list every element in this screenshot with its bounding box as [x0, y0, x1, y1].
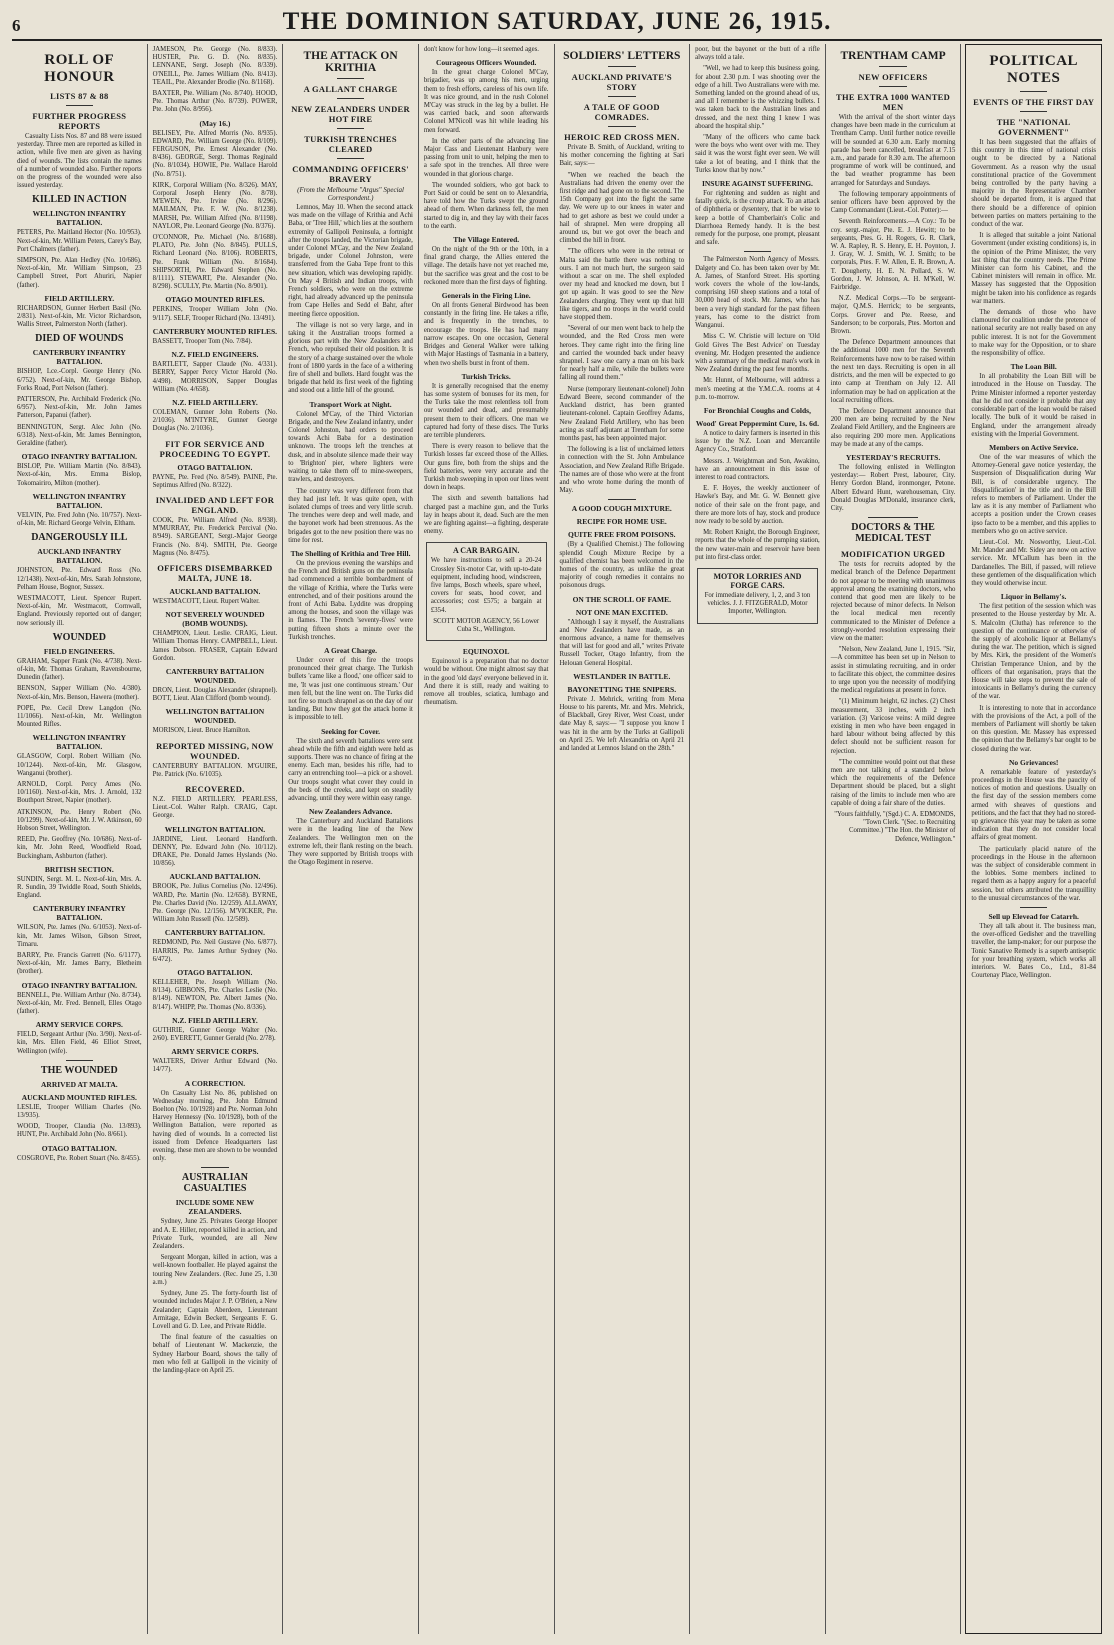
article-paragraph: It is alleged that suitable a joint National Government (under existing conditions) is, in the opinion of the Prime Minister, the very last thing that the country needs. The Prime Minister can form his Cabinet, and the Cabinet ministers will remain in office. Mr. Massey has suggested that the Opposition might be taken into his confidence as regards war matters. [971, 232, 1096, 305]
unit-heading: FIELD ENGINEERS. [43, 646, 115, 656]
unit-heading: WELLINGTON BATTALION WOUNDED. [165, 707, 265, 726]
article-paragraph: Messrs. J. Weightman and Son, Awakino, have an announcement in this issue of interest to road contractors. [695, 457, 820, 481]
ad-title: A CAR BARGAIN. [452, 546, 520, 556]
unit-heading: OTAGO MOUNTED RIFLES. [165, 295, 265, 305]
unit-heading: CANTERBURY INFANTRY BATTALION. [32, 348, 126, 367]
casualty-entry: BROOK, Pte. Julius Cornelius (No. 12/496). WARD, Pte. Martin (No. 12/658). BYRNE, Pte. Charles David (No. 12/259). ALLAWAY, Pte. George (No. 12/156). M'VICKER, Pte. William John Russell (No. 12/589). [152, 883, 278, 924]
unit-heading: N.Z. FIELD ENGINEERS. [171, 350, 259, 360]
casualty-entry: COOK, Pte. William Alfred (No. 8/938). M'MURRAY, Pte. Frederick Percival (No. 8/949). SARGEANT, Sergt.-Major George Francis (No. 8/4). SMITH, Pte. George Magnus (No. 8/475). [152, 516, 278, 557]
headline-political-notes: POLITICAL NOTES [989, 53, 1079, 86]
unit-heading: AUCKLAND BATTALION. [169, 586, 261, 596]
ad-text: Equinoxol is a preparation that no doctor would be without. One might almost say that in the good 'old days' everyone believed in it. And there it is still, ready and waiting to remove all troubles, sciatica, lumbago and rheumatism. [423, 658, 549, 707]
ad-title: INSURE AGAINST SUFFERING. [701, 179, 813, 189]
article-paragraph: In all probability the Loan Bill will be introduced in the House on Tuesday. The Prime Minister informed a reporter yesterday that he did not consider it probable that any considerable part of the loan would be raised locally. The bulk of it would be raised in England, under the arrangement already existing with the Imperial Government. [971, 373, 1096, 438]
subheadline: A GALLANT CHARGE [303, 84, 398, 94]
article-paragraph: E. F. Hoyes, the weekly auctioneer of Hawke's Bay, and Mr. G. W. Bennett give notice of their sale on the front page, and there are more lots of hay, stock and produce now ready to be sold by auction. [695, 485, 820, 525]
article-paragraph: "The officers who were in the retreat or Malta said the battle there was nothing to ours. I am not much hurt, the surgeon said without a scar on me. The shell exploded over my head and knocked me down, but I got up again. It was good to see the New Zealanders charging. They went up that hill like tigers, and no troops in the world could have stopped them. [559, 248, 685, 322]
article-paragraph: Sydney, June 25. The forty-fourth list of wounded includes Major J. P. O'Brien, a New Zealander; Captain Aberdeen, Lieutenant Armitage, Edwin Beckett, Sergeants F. G. Lovell and G. D. Lee, and Private Riddle. [152, 1290, 278, 1330]
casualty-entry: GRAHAM, Sapper Frank (No. 4/738). Next-of-kin, Mr. Thomas Graham, Ravensbourne, Dunedin (father). [17, 657, 142, 682]
unit-heading: NOT SEVERELY WOUNDED (BOMB WOUNDS). [165, 610, 265, 629]
subheading-lists: LISTS 87 & 88 [50, 91, 109, 101]
column-soldiers-letters [555, 44, 691, 1634]
casualty-entry: GUTHRIE, Gunner George Walter (No. 2/60). EVERETT, Gunner Gerald (No. 2/78). [152, 1026, 278, 1043]
article-paragraph: The sixth and seventh battalions had charged past a machine gun, and the Turks lay in heaps about it, dead. Such are the men we are fighting against—a fighting, desperate enemy. [423, 495, 549, 536]
article-paragraph: The sixth and seventh battalions were sent ahead while the fifth and eighth were held as supports. There was no chance of firing at the enemy. Each man, besides his rifle, had to carry an entrenching tool—a pick or a shovel. Our troops sought what cover they could in the beds of the creeks, and kept on steadily advancing, until they were within easy range. [288, 737, 413, 802]
unit-heading: AUCKLAND BATTALION. [169, 872, 261, 882]
subheadline: NEW ZEALANDERS UNDER HOT FIRE [291, 104, 410, 124]
ad-text: (By a Qualified Chemist.) The following splendid Cough Mixture Recipe by a qualified chemist has been welcomed in the homes of the country, as unlike the great majority of cough remedies it contains no poisonous drugs. [559, 541, 685, 590]
section-subhead: Transport Work at Night. [309, 399, 392, 409]
unit-heading: OTAGO BATTALION. [41, 1143, 117, 1153]
article-paragraph: The Canterbury and Auckland Battalions were in the leading line of the New Zealanders. The Wellington men on the extreme left, their flank resting on the beach. They were supported by British troops with the Otago Regiment in reserve. [288, 818, 413, 867]
unit-heading: OTAGO INFANTRY BATTALION. [21, 452, 137, 462]
article-paragraph: It has been suggested that the affairs of this country in this time of national crisis ought to be directed by a National Government. As a reason why the usual constitutional practice of the Government being controlled by the party having a majority in the Representative Chamber should be departed from, it is argued that there should be a difference of opinion between parties on matters pertaining to the conduct of the war. [971, 139, 1096, 229]
casualty-entry: CANTERBURY BATTALION. M'GUIRE, Pte. Patrick (No. 6/1035). [152, 762, 278, 778]
section-subhead: Generals in the Firing Line. [441, 291, 531, 301]
article-paragraph: "Several of our men went back to help the wounded, and the Red Cross men were heroes. They came right into the firing line and carried the wounded back under heavy shrapnel. I saw one carry a man on his back for nearly half a mile, while the bullets were falling all round them." [559, 325, 685, 382]
section-subhead: The Shelling of Krithia and Tree Hill. [290, 548, 411, 558]
article-paragraph: Nurse (temporary lieutenant-colonel) John Edward Beere, second commander of the Auckland district, has been granted lieutenant-colonel. Captain Geoffrey Adams, New Zealand Field Artillery, who has been acting as staff adjutant at Trentham for some months past, has been appointed major. [559, 385, 685, 442]
casualty-entry: BISLOP, Pte. William Martin (No. 8/843). Next-of-kin, Mrs. Emma Bislop, Tokomairiro, Milton (mother). [17, 463, 142, 487]
article-paragraph: On Casualty List No. 86, published on Wednesday morning, Pte. John Edmund Boelton (No. 10/1928) and Pte. Norman John Harvey Hennessy (No. 10/1928), both of the Wellington Battalion, were reported as having died of wounds. In a corrected list issued from Defence Headquarters last evening, these men are shown to be wounded only. [152, 1089, 278, 1163]
article-paragraph: Private J. Mehrick, writing from Mena House to his parents, Mr. and Mrs. Mehrick, of Blackball, Grey River, West Coast, under date May 8, says:— "I suppose you know I was hit in the arm by the Turks at Gallipoli on April 25. We left Alexandria on April 21 and landed at Lemnos Island on the 28th." [559, 695, 685, 752]
article-paragraph: Under cover of this fire the troops pronounced their great charge. The Turkish bullets 'came like a flood,' one officer said to me, 'It was just one continuous stream.' Our men fell, but the line went on. The Turks did not fire so much shrapnel as on the day of our landing. But how they got the attack home it is impossible to tell. [288, 656, 413, 722]
headline-soldiers-letters: SOLDIERS' LETTERS [563, 50, 681, 62]
section-subhead: Seeking for Cover. [321, 726, 381, 736]
article-paragraph: N.Z. Medical Corps.—To be sergeant-major, Q.M.S. Herrick; to be sergeants, Corps. Grover and Pte. Reese, and Sanderson; to be corporals, Ptes. Morton and Brown. [830, 295, 956, 336]
article-paragraph: don't know for how long—it seemed ages. [423, 46, 539, 53]
casualty-entry: JOHNSTON, Pte. Edward Ross (No. 12/1438). Next-of-kin, Mrs. Sarah Johnstone, Pelham House, Bognor, Sussex. [17, 567, 142, 591]
section-killed-in-action: KILLED IN ACTION [32, 194, 127, 206]
ad-text: We have instructions to sell a 20-24 Crossley Six-motor Car, with up-to-date equipment, including hood, windscreen, five lamps, Bosch wheels, spare wheel, covers for seats, hood cover, and accessories; cost £575; a bargain at £354. [430, 557, 542, 614]
section-subhead: ON THE SCROLL OF FAME. [572, 594, 672, 604]
article-paragraph: The Defence Department announce that 200 men are being recruited by the New Zealand Field Artillery, and the Engineers are also requiring 200 more men. Applications may be made at any of the camps. [830, 407, 956, 448]
subheadline: INCLUDE SOME NEW ZEALANDERS. [175, 1198, 255, 1217]
article-paragraph: Sydney, June 25. Privates George Hooper and A. E. Hiller, reported killed in action, and Private Turk, wounded, are all New Zealanders. [152, 1218, 278, 1251]
article-paragraph: The country was very different from that they had just left. It was quite open, with isolated clumps of trees and very little scrub. The trenches were deep and well made, and the bayonet work had been strenuous. As the brigades got to the new position there was no time for rest. [288, 487, 413, 544]
section-subhead: Liquor in Bellamy's. [1000, 592, 1067, 602]
article-paragraph: The following temporary appointments of senior officers have been approved by the Camp Commandant (Lieut.-Col. Potter):— [830, 190, 956, 215]
article-paragraph: The Palmerston North Agency of Messrs. Dalgety and Co. has been taken over by Mr. A. James, of Stanford Street. His sporting work covers the whole of the low-lands, comprising 160 sheep stations and a total of 30,000 head of stock. Mr. James, who has been a very high standard for the past fifteen years, has come to the district from Wanganui. [695, 256, 820, 330]
section-dangerously-ill: DANGEROUSLY ILL [31, 532, 128, 544]
article-paragraph: The first petition of the session which was presented to the House yesterday by Mr. A. S. Malcolm (Clutha) has reference to the question of the continuance or otherwise of the supply of alcoholic liquor at Bellamy's during the war. The petition, which is signed by Mrs. Kirk, the president of the Women's Christian Temperance Union, and by the officers of that organisation, prays that the House will take steps to prevent the sale of intoxicants in Bellamy's during the currency of the war. [971, 603, 1096, 701]
unit-heading: N.Z. FIELD ARTILLERY. [172, 397, 258, 407]
subheadline: AUCKLAND PRIVATE'S STORY [571, 72, 672, 92]
subheadline: HEROIC RED CROSS MEN. [564, 132, 680, 142]
column-letters-continued [690, 44, 826, 1634]
subheadline: MODIFICATION URGED [840, 549, 946, 560]
subheadline: EVENTS OF THE FIRST DAY [973, 97, 1095, 107]
section-subhead: WESTLANDER IN BATTLE. [573, 671, 671, 681]
casualty-entry: ARNOLD, Corpl. Percy Ames (No. 10/1160). Next-of-kin, Mrs. J. Arnold, 132 Bouthport Street, Napier (mother). [17, 780, 142, 805]
unit-heading: N.Z. FIELD ARTILLERY. [172, 1015, 258, 1025]
casualty-entry: COLEMAN, Gunner John Roberts (No. 2/1036). M'INTYRE, Gunner George Douglas (No. 2/1036). [152, 408, 278, 433]
casualty-entry: REDMOND, Pte. Neil Gustave (No. 6/877). HARRIS, Pte. James Arthur Sydney (No. 6/472). [152, 939, 278, 963]
subheadline: COMMANDING OFFICERS' BRAVERY [292, 164, 409, 184]
casualty-entry: SUNDIN, Sergt. M. L. Next-of-kin, Mrs. A. R. Sundin, 39 Twiddle Road, South Shields, England. [17, 875, 142, 900]
article-paragraph: On the previous evening the warships and the French and British guns on the peninsula had commenced a terrible bombardment of the village of Krithia, where the Turks were entrenched, and of their positions around the front of Achi Baba. Lyddite was dropping among the houses, and soon the village was in flames. The French 'seventy-fives' were putting fifteen shots a minute over the Turkish trenches. [288, 559, 413, 641]
unit-heading: ARRIVED AT MALTA. [41, 1079, 118, 1089]
section-correction: A CORRECTION. [184, 1078, 246, 1088]
unit-heading: WELLINGTON INFANTRY BATTALION. [32, 491, 127, 510]
article-paragraph: The tests for recruits adopted by the medical branch of the Defence Department do not appear to be meeting with unanimous approval among the examining doctors, who contend that good men are likely to be rejected because of minor defects. In Nelson the local medical men recently communicated to the Minister of Defence a strongly-worded resolution expressing their view on the matter: [830, 561, 956, 642]
section-officers-malta: OFFICERS DISEMBARKED MALTA, JUNE 18. [157, 562, 273, 583]
unit-heading: WELLINGTON INFANTRY BATTALION. [32, 733, 127, 752]
unit-heading: OTAGO INFANTRY BATTALION. [21, 980, 137, 990]
article-paragraph: Sergeant Morgan, killed in action, was a well-known footballer. He played against the touring New Zealanders. (Rec. June 25, 1.30 a.m.) [152, 1254, 278, 1286]
article-paragraph: Mr. Robert Knight, the Borough Engineer, reports that the whole of the pumping station, the new water-main and reservoir have been put into first-class order. [695, 529, 820, 561]
ad-text: For rightening and sudden as night and fatally quick, is the croup attack. To an attack of diphtheria or dysentery, that it be wise to keep a bottle of Chamberlain's Colic and Diarrhoea Remedy handy. It is the best remedy for the purpose, one prompt, pleasant and safe. [695, 190, 820, 247]
unit-heading: WELLINGTON BATTALION. [164, 824, 266, 834]
column-roll-of-honour [12, 44, 148, 1634]
section-further-progress: FURTHER PROGRESS REPORTS [32, 111, 127, 131]
casualty-entry: BAXTER, Pte. William (No. 8/740). HOOD, Pte. Thomas Arthur (No. 8/739). POWER, Pte. John (No. 8/956). [152, 90, 278, 114]
casualty-entry: WALTERS, Driver Arthur Edward (No. 14/77). [152, 1058, 278, 1074]
casualty-entry: GLASGOW, Corpl. Robert William (No. 10/1244). Next-of-kin, Mr. Glasgow, Wanganui (brother). [17, 753, 142, 777]
casualty-entry: KIRK, Corporal William (No. 8/326). MAY, Corporal Joseph Henry (No. 8/78). M'EWEN, Pte. Irvine (No. 8/296). MAILMAN, Pte. F. W. (No. 8/1238). MARSH, Pte. William Alfred (No. 8/1198). NAYLOR, Pte. Leonard George (No. 8/376). [152, 181, 278, 230]
article-paragraph: In the other parts of the advancing line Major Cass and Lieutenant Hanbury were passing from unit to unit, helping the men to a safe spot in the trenches. All three were wounded in that glorious charge. [423, 137, 549, 178]
casualty-entry: WILSON, Pte. James (No. 6/1053). Next-of-kin, Mr. James Wilson, Gibson Street, Timaru. [17, 924, 142, 948]
article-paragraph: It is interesting to note that in accordance with the provisions of the Act, a poll of the members of Parliament will shortly be taken on this question. Mr. Massey has expressed the opinion that the Bellamy's bar ought to be closed during the war. [971, 704, 1096, 753]
ad-subtitle: Wood' Great Peppermint Cure, 1s. 6d. [695, 418, 819, 428]
casualty-entry: JAMESON, Pte. George (No. 8/833). HUSTER, Pte. G. D. (No. 8/835). LENNANE, Sergt. Joseph (No. 8/339). O'NEILL, Pte. James William (No. 8/413). TEAIL, Pte. Alexander Brodie (No. 8/1168). [152, 46, 278, 86]
article-paragraph: Lemnos, May 10. When the second attack was made on the village of Krithia and Achi Baba, or 'Tree Hill,' which lies at the southern extremity of Gallipoli Peninsula, a fortnight after the troops landed, the Victorian brigade, under Colonel M'Cay, and the New Zealand brigade, under Colonel Johnston, were transferred from the Gaba Tepe front to this new situation, which was developing rapidly. On May 4 British and Indian troops, with French soldiers, who were on the extreme right, had already advanced up the peninsula from Cape Helles and Sedd el Bahr, after meeting fierce opposition. [288, 204, 413, 318]
casualty-entry: BENNELL, Pte. William Arthur (No. 8/734). Next-of-kin, Mr. Fred. Bennell, Elles Otago (father). [17, 991, 142, 1016]
casualty-entry: BASSETT, Trooper Tom (No. 7/84). [152, 337, 253, 345]
column-attack-on-krithia [283, 44, 419, 1634]
masthead [12, 10, 1102, 41]
headline-trentham-camp: TRENTHAM CAMP [840, 50, 946, 62]
article-paragraph: "(1) Minimum height, 62 inches. (2) Chest measurement, 33 inches, with 2 inch variation. (3) Varicose veins: A mild degree existing in men who have been engaged in hard labour without being affected by this defect should not be sufficient reason for rejection. [830, 698, 956, 755]
section-fit-for-service: FIT FOR SERVICE AND PROCEEDING TO EGYPT. [159, 438, 271, 459]
casualty-entry: MORISON, Lieut. Bruce Hamilton. [152, 727, 251, 735]
headline-australian-casualties: AUSTRALIAN CASUALTIES [181, 1172, 248, 1195]
article-paragraph: It is generally recognised that the enemy has some system of bonuses for its men, for the Turks take the most relentless toll from our wounded and dead, and presumably present them to their officers. One man we captured had forty of these discs. The Turks are terrible plunderers. [423, 382, 549, 439]
article-intro: Casualty Lists Nos. 87 and 88 were issued yesterday. Three men are reported as killed in action, while five men are given as having died of wounds. The lists contain the names of a number of wounded also. Further reports on the progress of the wounded were also issued yesterday. [17, 133, 142, 190]
casualty-entry: POPE, Pte. Cecil Drew Langdon (No. 11/1066). Next-of-kin, Mr. Wellington Mounted Rifles. [17, 704, 142, 729]
unit-heading: OTAGO BATTALION. [177, 968, 253, 978]
ad-title: Sell up Elevead for Catarrh. [988, 912, 1079, 922]
article-paragraph: poor, but the bayonet or the butt of a rifle always told a tale. [695, 46, 820, 62]
article-paragraph: The Defence Department announces that the additional 1000 men for the Seventh Reinforcements have now to be raised within the next ten days. Recruiting is open in all districts, and the men will be expected to go into camp at Trentham on July 12. All information may be had on application at the local recruiting offices. [830, 339, 956, 404]
casualty-entry: BARTLETT, Sapper Claude (No. 4/331). BERRY, Sapper Percy Victor Harold (No. 4/498). MORRISON, Sapper Douglas William (No. 4/658). [152, 361, 278, 393]
section-subhead: No Grievances! [1009, 757, 1059, 767]
article-paragraph: With the arrival of the short winter days changes have been made in the curriculum at Trentham Camp. Until further notice reveille will be sounded at 6.30 a.m. Early morning parade has been cancelled, breakfast at 7.15 a.m., and parade for 8.30 a.m. The afternoon programme of work will be continued, and the bad weather programme has been arranged for Saturdays and Sundays. [830, 114, 956, 187]
section-died-of-wounds: DIED OF WOUNDS [35, 333, 124, 345]
casualty-entry: PATTERSON, Pte. Archibald Frederick (No. 6/957). Next-of-kin, Mr. John James Patterson, Papanui (father). [17, 396, 142, 420]
columns [12, 44, 1102, 1634]
article-paragraph: On the night of the 9th or the 10th, in a final grand charge, the Allies entered the village. The details have not yet reached me, but the sacrifice was great and the cost to be reckoned more than the first days of fighting. [423, 246, 549, 286]
section-reported-missing: REPORTED MISSING, NOW WOUNDED. [156, 740, 274, 761]
ad-text: SCOTT MOTOR AGENCY, 56 Lower Cuba St., Wellington. [433, 617, 540, 633]
ad-text: For immediate delivery, 1, 2, and 3 ton vehicles. J. J. FITZGERALD, Motor Importer, Wellington. [704, 591, 811, 616]
advertisement-motor-lorries [697, 568, 818, 624]
ad-title: MOTOR LORRIES AND FORGE CARS. [713, 571, 802, 590]
unit-heading: OTAGO BATTALION. [177, 462, 253, 472]
casualty-entry: BELISEY, Pte. Alfred Morris (No. 8/935). EDWARD, Pte. William George (No. 8/109). FERGUSON, Pte. Ernest Alexander (No. 8/436). GEORGE, Sergt. Thomas Reginald (No. 8/1034). HOWIE, Pte. Wallace Harold (No. 8/751). [152, 129, 278, 178]
headline-attack-on-krithia: THE ATTACK ON KRITHIA [303, 50, 398, 74]
section-subhead: Courageous Officers Wounded. [435, 58, 537, 68]
article-paragraph: One of the war measures of which the Attorney-General gave notice yesterday, the Suspension of Disqualification during War Bill, is of considerable urgency. The 'disqualification' in the title and in the Bill refers to members of Parliament. Under the law as it is any member of Parliament who accepts a position under the Crown ceases ipso facto to be a member, and this applies to members who go on active service. [971, 453, 1096, 535]
unit-heading: ARMY SERVICE CORPS. [35, 1020, 123, 1030]
unit-heading: CANTERBURY MOUNTED RIFLES. [152, 326, 278, 336]
ad-text: They all talk about it. The business man, the over-officed Gedisher and the travelling traveller, the lamp-maker; for our purpose the Tonic Sanative Remedy is a superb antiseptic for your breathing system, which works all interiors. W. Bates Co., Ltd., 81-84 Courtenay Place, Wellington. [971, 923, 1096, 980]
section-subhead: NOT ONE MAN EXCITED. [575, 607, 668, 617]
headline-roll-of-honour: ROLL OF HONOUR [44, 52, 115, 85]
article-paragraph: "Although I say it myself, the Australians and New Zealanders have made, as an enormous advance, a name for themselves that will last for good and all," writes Private Russell Tocker, Otago Infantry, from the Helouan General Hospital. [559, 618, 685, 667]
article-paragraph: Colonel M'Cay, of the Third Victorian Brigade, and the New Zealand infantry, under Colonel Johnston, had orders to proceed towards Achi Baba for a destination unknown. The troops left the trenches at dusk, and in absolute silence made their way to 'Brighton' pier, where lighters were waiting to take them off to mine-sweepers, trawlers, and destroyers. [288, 410, 413, 484]
casualty-entry: WOOD, Trooper, Claudia (No. 13/893). HUNT, Pte. Archibald John (No. 8/661). [17, 1123, 142, 1139]
unit-heading: FIELD ARTILLERY. [44, 293, 115, 303]
casualty-entry: JARDINE, Lieut. Leonard Handforth. DENNY, Pte. Edward John (No. 10/112). DRAKE, Pte. Donald James Hyslands (No. 10/856). [152, 835, 278, 868]
column-casualty-lists [148, 44, 284, 1634]
unit-heading: CANTERBURY INFANTRY BATTALION. [32, 904, 126, 923]
unit-heading: AUCKLAND MOUNTED RIFLES. [21, 1092, 137, 1102]
byline: (From the Melbourne "Argus" Special Correspondent.) [297, 186, 404, 202]
column-trentham-camp [826, 44, 962, 1634]
casualty-entry: VELVIN, Pte. Fred John (No. 10/757). Next-of-kin, Mr. Richard George Velvin, Eltham. [17, 511, 142, 528]
article-paragraph: On all fronts General Birdwood has been constantly in the firing line. He takes a rifle, and is frequently in the trenches, to encourage the troops. He has had many narrow escapes. On one occasion, General Bridges and General Walker were talking with Major Hastings of Tasmania in a battery, when two shells burst in front of them. [423, 302, 549, 367]
casualty-entry: RICHARDSON, Gunner Herbert Basil (No. 2/831). Next-of-kin, Mr. Victor Richardson, Wallis Street, Palmerston North (father). [17, 304, 142, 329]
casualty-entry: BISHOP, Lce.-Corpl. George Henry (No. 6/752). Next-of-kin, Mr. George Bishop, Forks Road, Port Nelson (father). [17, 368, 142, 392]
unit-heading: CANTERBURY BATTALION. [164, 928, 265, 938]
subheadline: A TALE OF GOOD COMRADES. [583, 102, 660, 122]
column-krithia-continued [419, 44, 555, 1634]
section-subhead: A Great Charge. [324, 645, 378, 655]
unit-heading: BRITISH SECTION. [44, 864, 114, 874]
ad-subtitle: QUITE FREE FROM POISONS. [568, 530, 676, 540]
subheadline: NEW OFFICERS [858, 72, 928, 82]
casualty-entry: WESTMACOTT, Lieut. Spencer Rupert. Next-of-kin, Mr. Westmacott, Cornwall, England. Previously reported out of danger; now seriously ill. [17, 594, 142, 627]
article-paragraph: Seventh Reinforcements.—A Coy.: To be coy. sergt.-major, Pte. E. J. Hewitt; to be sergeants, Ptes. G. H. Rogers, G. R. Clark, W. A. Rapley, R. S. Henry, E. H. Poynton, J. J. Gray, W. J. Smith, W. J. Smith; to be corporals, Ptes. F. W. Allen, E. R. Brown, A. T. Dougherty, H. E. N. Pollard, S. W. Gordon, J. W. Johnson, A. H. M'Kell, W. Fairbridge. [830, 218, 956, 292]
section-subhead: The Loan Bill. [1010, 362, 1057, 372]
casualty-entry: O'CONNOR, Pte. Michael (No. 8/1688). PLATO, Pte. John (No. 8/845). PULLS, Richard Leonard (No. 8/106). ROBERTS, Pte. Frank William (No. 8/1684). SHIPSORTH, Pte. Edward Stephen (No. 8/1111). STEWART, Pte. Alexander (No. 8/298). SCULLY, Pte. Martin (No. 8/901). [152, 234, 278, 291]
article-paragraph: Lieut.-Col. Mr. Nosworthy, Lieut.-Col. Mr. Mander and Mr. Sidey are now on active service. Mr. M'Callum has been in the Dardanelles. The Bill, if passed, will relieve these gentlemen of the disqualification which they would otherwise incur. [971, 538, 1096, 587]
casualty-entry: SIMPSON, Pte. Alan Hedley (No. 10/686). Next-of-kin, Mr. William Simpson, 23 Campbell Street, Port Ahuriri, Napier (father). [17, 257, 142, 289]
article-paragraph: The particularly placid nature of the proceedings in the House in the afternoon was the subject of considerable comment in the lobbies. Some members inclined to regard them as a happy augury for a peaceful session, but others attributed the tranquillity to the unusual circumstances of the war. [971, 845, 1096, 902]
casualty-entry: COSGROVE, Pte. Robert Stuart (No. 8/455). [17, 1154, 141, 1162]
section-subhead: YESTERDAY'S RECRUITS. [845, 452, 941, 462]
ad-title: For Bronchial Coughs and Colds, [703, 405, 811, 415]
section-subhead: BAYONETTING THE SNIPERS. [567, 684, 677, 694]
casualty-entry: ATKINSON, Pte. Henry Robert (No. 10/1299). Next-of-kin, Mr. J. W. Atkinson, 60 Hobson Street, Wellington. [17, 808, 142, 832]
article-paragraph: "Many of the officers who came back were the boys who went over with me. They said it was the worst fight ever seen. We will take a lot of beating, and I think that the Turks know that by now." [695, 134, 820, 174]
unit-heading: CANTERBURY BATTALION WOUNDED. [165, 666, 265, 685]
section-subhead: Turkish Tricks. [461, 371, 511, 381]
casualty-entry: N.Z. FIELD ARTILLERY. PEARLESS, Lieut.-Col. Walter Ralph. CRAIG, Capt. George. [152, 795, 278, 820]
article-paragraph: Private B. Smith, of Auckland, writing to his mother concerning the fighting at Sari Bair, says:— [559, 144, 685, 168]
newspaper-title: THE DOMINION SATURDAY, JUNE 26, 1915. [282, 8, 832, 35]
advertisement-car [426, 542, 547, 641]
section-wounded: WOUNDED [52, 631, 106, 643]
casualty-entry: PETERS, Pte. Maitland Hector (No. 10/953). Next-of-kin, Mr. William Peters, Carey's Bay, Port Chalmers (father). [17, 229, 142, 253]
casualty-entry: BENNINGTON, Sergt. Alec John (No. 6/318). Next-of-kin, Mr. James Bennington, Geraldine (father). [17, 423, 142, 448]
casualty-entry: PAYNE, Pte. Fred (No. 8/549). PAINE, Pte. Septimus Alfred (No. 8/322). [152, 473, 278, 489]
unit-heading: AUCKLAND INFANTRY BATTALION. [37, 547, 122, 566]
article-paragraph: The wounded soldiers, who got back to Port Said or could be sent on to Alexandria, have told how the Turks swept the ground ahead of them. When darkness fell, the men started to dig in, and they lay with their faces to the earth. [423, 181, 549, 230]
unit-heading: ARMY SERVICE CORPS. [171, 1047, 259, 1057]
section-subhead: Members on Active Service. [989, 442, 1079, 452]
article-paragraph: The final feature of the casualties on behalf of Lieutenant W. Mackenzie, the Sydney Harbour Board, shows the tally of men who fell at Gallipoli in the vicinity of the landing-place on April 25. [152, 1334, 278, 1374]
ad-title: A GOOD COUGH MIXTURE. [571, 504, 672, 514]
casualty-entry: DRON, Lieut. Douglas Alexander (shrapnel). BOTT, Lieut. Alan Clifford (bomb wound). [152, 686, 278, 703]
article-paragraph: "Nelson, New Zealand, June 1, 1915. "Sir,—A committee has been set up in Nelson to assist in stimulating recruiting, and in order to facilitate this object, the committee desires to urge upon you the necessity of modifying the medical regulations at present in force. [830, 646, 956, 695]
subheadline: THE "NATIONAL GOVERNMENT" [996, 117, 1071, 137]
casualty-entry: PERKINS, Trooper William John (No. 9/117). SELF, Trooper Richard (No. 13/491). [152, 306, 278, 322]
article-paragraph: The following enlisted in Wellington yesterday:— Robert Prest, labourer, City. Henry Gordon Bland, ironmonger, Petone. Albert Edward Hunt, warehouseman, City. Donald Douglas M'Donald, insurance clerk, City. [830, 463, 956, 512]
ad-title: EQUINOXOL [462, 647, 510, 657]
section-invalided: INVALIDED AND LEFT FOR ENGLAND. [155, 494, 275, 515]
section-subhead: New Zealanders Advance. [309, 807, 393, 817]
page-number: 6 [12, 16, 21, 35]
casualty-entry: REED, Pte. Geoffrey (No. 10/686). Next-of-kin, Mr. John Reed, Woodfield Road, Buckingham, Ashburton (father). [17, 836, 142, 860]
section-recovered: RECOVERED. [185, 783, 245, 794]
casualty-entry: FIELD, Sergeant Arthur (No. 3/90). Next-of-kin, Mrs. Ellen Field, 46 Elliot Street, Wellington (wife). [17, 1031, 142, 1055]
article-paragraph: The village is not so very large, and in taking it the Australian troops formed a glorious part with the New Zealanders and French, who repulsed their old position. It is the story of a charge sustained over the whole front of 1800 yards in the face of a withering fire of shell and bullets. Hard fought was the brigade that held its first week of the fighting and stood out a little hill of the ground. [288, 321, 413, 395]
article-paragraph: Miss C. W. Christie will lecture on 'Old Gold Gives The Best Advice' on Tuesday evening. Mr. Hodgen presented the audience with a summary of the medical man's work in New Zealand during the past few months. [695, 333, 820, 374]
section-subhead: The Village Entered. [453, 235, 520, 245]
article-paragraph: A remarkable feature of yesterday's proceedings in the House was the paucity of notices of motion and questions. Usually on the first day of the session members come armed with sheaves of questions and petitions, and the fact that they had no stored-up grievance this year may be taken as some indication that they do not consider local affairs of great moment. [971, 768, 1096, 842]
article-paragraph: In the great charge Colonel M'Cay, brigadier, was up among his men, urging them to fresh efforts, careless of his own life. It was nice ground, and in the rush Colonel M'Cay was struck in the leg by a bullet. He was carried back, and soon afterwards Colonel M'Nicoll was hit while leading his men forward. [423, 69, 549, 134]
subheadline: THE EXTRA 1000 WANTED MEN [836, 92, 951, 112]
unit-heading: WELLINGTON INFANTRY BATTALION. [32, 209, 127, 228]
casualty-entry: LESLIE, Trooper William Charles (No. 13/935). [17, 1103, 142, 1120]
casualty-entry: KELLEHER, Pte. Joseph William (No. 8/134). GIBBONS, Pte. Charles Leslie (No. 8/149). NEWTON, Pte. Albert James (No. 8/147). WHIPP, Pte. Thomas (No. 8/336). [152, 979, 278, 1011]
article-paragraph: There is every reason to believe that the Turkish losses far exceed those of the Allies. Our guns fire, both from the ships and the field batteries, were very accurate and the Turkish mob sweeping in upon our lines went down in heaps. [423, 443, 549, 492]
article-paragraph: The following is a list of unclaimed letters in connection with the St. John Ambulance Association, and New Zealand Rifle Brigade. The names are of those who were at the front and who wrote home during the month of May. [559, 446, 685, 495]
article-paragraph: A notice to dairy farmers is inserted in this issue by the N.Z. Loan and Mercantile Agency Co., Stratford. [695, 429, 820, 454]
date-heading: (May 16.) [199, 118, 231, 128]
casualty-entry: WESTMACOTT, Lieut. Rupert Walter. [152, 597, 260, 605]
casualty-entry: BENSON, Sapper William (No. 4/380). Next-of-kin, Mrs. Benson, Hawera (mother). [17, 685, 142, 701]
article-paragraph: "The committee would point out that these men are not talking of a standard below which the requirements of the Defence Department should be placed, but a slight raising of the limits to include men who are capable of doing a fair share of the duties. [830, 758, 956, 807]
article-paragraph: Mr. Hunnt, of Melbourne, will address a men's meeting at the Y.M.C.A. rooms at 4 p.m. to-morrow. [695, 377, 820, 401]
headline-doctors-medical-test: DOCTORS & THE MEDICAL TEST [851, 522, 935, 545]
subheadline: TURKISH TRENCHES CLEARED [304, 134, 397, 154]
section-wounded-malta: THE WOUNDED [40, 1064, 118, 1076]
signature-block: "Yours faithfully, "(Sgd.) C. A. EDMONDS, "Town Clerk. "(Sec. to Recruiting Committee.) "The Hon. the Minister of Defence, Wellington." [834, 811, 956, 843]
article-paragraph: "When we reached the beach the Australians had driven the enemy over the first ridge and had gone on to the second. The 15th Company got into the fight the same day. We were up to our knees in water and had to get ashore as best we could under a hail of shrapnel. Men were dropping all around us, but we got over the beach and climbed the hill in front. [559, 171, 685, 245]
ad-subtitle: RECIPE FOR HOME USE. [576, 517, 667, 527]
casualty-entry: BARRY, Pte. Francis Garrett (No. 6/1177). Next-of-kin, Mr. James Barry, Bletheim (brother). [17, 952, 142, 976]
article-paragraph: The demands of those who have clamoured for coalition under the pretence of national security are not really based on any public interest. It is not for the Government to make way for the Opposition, or to share the responsibility of office. [971, 309, 1096, 358]
casualty-entry: CHAMPION, Lieut. Leslie. CRAIG, Lieut. William Thomas Henry. CAMPBELL, Lieut. James Dobson. FRASER, Captain Edward Gordon. [152, 630, 278, 662]
article-paragraph: "Well, we had to keep this business going, for about 2.30 p.m. I was shooting over the edge of a hill. Two Australians were with me. Something landed on the ground ahead of us, and all I remember is the whizzing bullets. I was taken back to the Australian lines and dressed, and the next thing I knew I was aboard the hospital ship." [695, 65, 820, 130]
column-political-notes [965, 44, 1102, 1634]
